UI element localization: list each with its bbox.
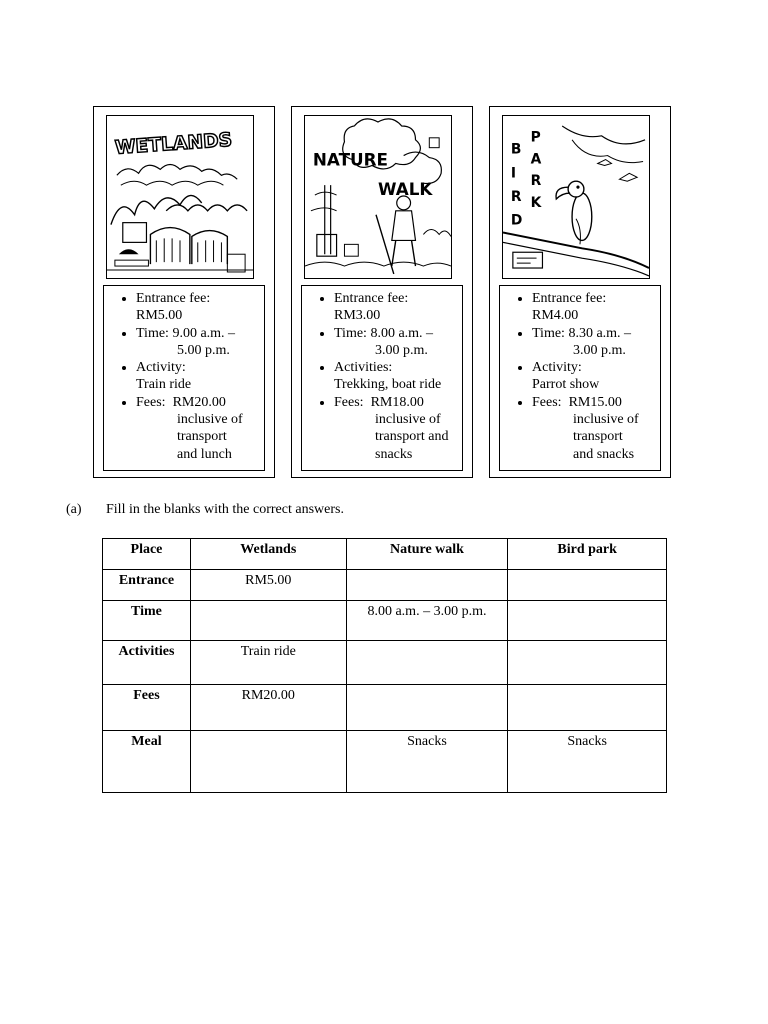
wetlands-fees-value: RM20.00 xyxy=(172,394,226,410)
wetlands-fees-line: and lunch xyxy=(177,446,232,462)
nature-walk-illustration xyxy=(305,116,451,278)
bird-park-time-label: • Time: 8.30 a.m. – xyxy=(532,325,632,341)
nature-walk-activity-value: Trekking, boat ride xyxy=(334,377,442,393)
nature-walk-activity-item xyxy=(334,359,458,394)
wetlands-entrance-item xyxy=(136,290,260,325)
wetlands-entrance-value: RM5.00 xyxy=(136,308,183,324)
bird-park-title-letter: K xyxy=(530,194,542,211)
cell-time-bird-park[interactable] xyxy=(508,601,667,641)
bird-park-title-letter: A xyxy=(530,151,542,168)
bird-park-title-letters xyxy=(511,130,543,229)
bird-park-time-item xyxy=(532,325,656,360)
cell-activities-bird-park[interactable] xyxy=(508,641,667,685)
nature-walk-card xyxy=(291,106,473,478)
bird-park-info-box xyxy=(499,285,661,471)
bird-park-activity-item xyxy=(532,359,656,394)
nature-walk-fees-line: transport and xyxy=(375,429,449,445)
cell-entrance-nature-walk[interactable] xyxy=(346,570,508,601)
nature-walk-entrance-item xyxy=(334,290,458,325)
cell-fees-nature-walk[interactable] xyxy=(346,685,508,731)
nature-walk-entrance-label: • Entrance fee: xyxy=(334,291,409,306)
row-label-time: Time xyxy=(103,601,191,641)
bird-park-title-letter: R xyxy=(530,173,542,190)
wetlands-poster xyxy=(106,115,254,279)
bird-park-fees-line: and snacks xyxy=(573,446,635,462)
nature-walk-time-item xyxy=(334,325,458,360)
wetlands-fees-line: transport xyxy=(177,429,227,445)
bird-park-illustration xyxy=(503,116,649,278)
wetlands-entrance-label: • Entrance fee: xyxy=(136,291,211,306)
bird-park-fees-item xyxy=(532,394,656,463)
row-label-meal: Meal xyxy=(103,731,191,793)
cell-time-wetlands[interactable] xyxy=(190,601,346,641)
wetlands-fees-line: inclusive of xyxy=(177,412,243,428)
wetlands-activity-label: • Activity: xyxy=(136,360,186,376)
bird-park-title-letter: P xyxy=(530,129,541,146)
cell-activities-wetlands: Train ride xyxy=(190,641,346,685)
bird-park-activity-label: • Activity: xyxy=(532,360,582,376)
wetlands-info-box xyxy=(103,285,265,471)
cell-activities-nature-walk[interactable] xyxy=(346,641,508,685)
table-row xyxy=(103,731,667,793)
header-bird-park: Bird park xyxy=(508,539,667,570)
header-wetlands: Wetlands xyxy=(190,539,346,570)
bird-park-entrance-item xyxy=(532,290,656,325)
bird-park-title-letter: D xyxy=(510,212,523,229)
bird-park-time-end: 3.00 p.m. xyxy=(573,342,626,358)
bird-park-card xyxy=(489,106,671,478)
table-row xyxy=(103,570,667,601)
answer-table xyxy=(102,538,667,793)
row-label-entrance: Entrance xyxy=(103,570,191,601)
wetlands-time-end: 5.00 p.m. xyxy=(177,342,230,358)
cell-meal-nature-walk: Snacks xyxy=(346,731,508,793)
cell-fees-bird-park[interactable] xyxy=(508,685,667,731)
nature-walk-poster xyxy=(304,115,452,279)
wetlands-poster-title: WETLANDS xyxy=(114,129,233,159)
nature-walk-entrance-value: RM3.00 xyxy=(334,308,381,324)
nature-walk-time-end: 3.00 p.m. xyxy=(375,342,428,358)
nature-walk-fees-label: Fees: xyxy=(334,394,364,410)
bird-park-activity-value: Parrot show xyxy=(532,377,600,393)
question-label: (a) xyxy=(66,502,82,517)
cell-fees-wetlands: RM20.00 xyxy=(190,685,346,731)
nature-walk-fees-item xyxy=(334,394,458,463)
table-row xyxy=(103,685,667,731)
table-row xyxy=(103,601,667,641)
wetlands-time-item xyxy=(136,325,260,360)
nature-walk-fees-value: RM18.00 xyxy=(370,394,424,410)
wetlands-activity-item xyxy=(136,359,260,394)
nature-walk-fees-line: snacks xyxy=(375,446,413,462)
table-row xyxy=(103,641,667,685)
nature-walk-fees-line: inclusive of xyxy=(375,412,441,428)
bird-park-title-letter: R xyxy=(510,188,522,205)
bird-park-poster xyxy=(502,115,650,279)
cell-entrance-wetlands: RM5.00 xyxy=(190,570,346,601)
header-place: Place xyxy=(103,539,191,570)
wetlands-fees-item xyxy=(136,394,260,463)
nature-walk-time-label: • Time: 8.00 a.m. – xyxy=(334,325,434,341)
bird-park-entrance-value: RM4.00 xyxy=(532,308,579,324)
bird-park-fees-label: Fees: xyxy=(532,394,562,410)
row-label-activities: Activities xyxy=(103,641,191,685)
cell-time-nature-walk: 8.00 a.m. – 3.00 p.m. xyxy=(346,601,508,641)
bird-park-fees-line: transport xyxy=(573,429,623,445)
question-text: Fill in the blanks with the correct answers. xyxy=(106,502,344,517)
nature-walk-poster-title-1: NATURE xyxy=(312,149,389,170)
table-header-row xyxy=(103,539,667,570)
bird-park-title-letter: I xyxy=(510,165,517,182)
bird-park-entrance-label: • Entrance fee: xyxy=(532,291,607,306)
wetlands-illustration xyxy=(107,116,253,278)
bird-park-title-letter: B xyxy=(510,141,522,158)
cell-entrance-bird-park[interactable] xyxy=(508,570,667,601)
bird-park-fees-line: inclusive of xyxy=(573,412,639,428)
wetlands-time-label: • Time: 9.00 a.m. – xyxy=(136,325,236,341)
header-nature-walk: Nature walk xyxy=(346,539,508,570)
cell-meal-bird-park: Snacks xyxy=(508,731,667,793)
nature-walk-info-box xyxy=(301,285,463,471)
nature-walk-activity-label: • Activities: xyxy=(334,360,393,376)
wetlands-card xyxy=(93,106,275,478)
bird-park-fees-value: RM15.00 xyxy=(568,394,622,410)
wetlands-activity-value: Train ride xyxy=(136,377,192,393)
row-label-fees: Fees xyxy=(103,685,191,731)
cell-meal-wetlands[interactable] xyxy=(190,731,346,793)
wetlands-fees-label: Fees: xyxy=(136,394,166,410)
nature-walk-poster-title-2: WALK xyxy=(378,179,433,200)
